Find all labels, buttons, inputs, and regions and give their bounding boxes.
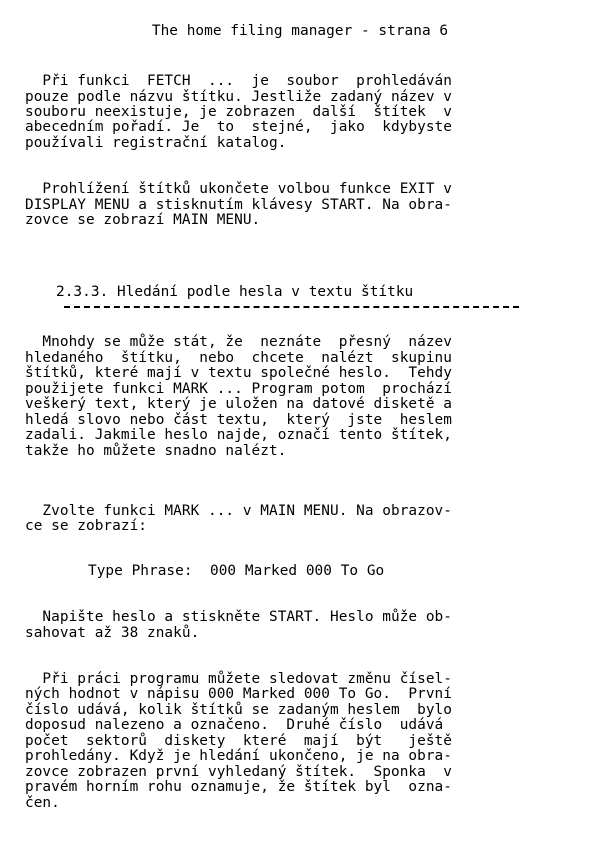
paragraph-2-line-2: DISPLAY MENU a stisknutím klávesy START. Na obra- (25, 197, 452, 213)
paragraph-6-line-3: číslo udává, kolik štítků se zadaným heslem bylo (25, 702, 452, 718)
paragraph-6-line-2: ných hodnot v nápisu 000 Marked 000 To Go. První (25, 686, 452, 702)
paragraph-3-line-2: hledaného štítku, nebo chcete nalézt skupinu (25, 350, 452, 366)
paragraph-1-line-5: používali registrační katalog. (25, 135, 287, 151)
paragraph-3-line-1: Mnohdy se může stát, že neznáte přesný název (25, 334, 452, 350)
paragraph-5-line-2: sahovat až 38 znaků. (25, 625, 200, 641)
paragraph-3-line-8: takže ho můžete snadno nalézt. (25, 443, 287, 459)
paragraph-1-line-3: souboru neexistuje, je zobrazen další štítek v (25, 104, 452, 120)
paragraph-6-line-1: Při práci programu můžete sledovat změnu čísel- (25, 671, 452, 687)
section-heading-underline (64, 306, 519, 308)
paragraph-3-line-6: hledá slovo nebo část textu, který jste heslem (25, 412, 452, 428)
paragraph-3-line-4: použijete funkci MARK ... Program potom prochází (25, 381, 452, 397)
paragraph-6-line-9: čen. (25, 795, 60, 811)
paragraph-3-line-5: veškerý text, který je uložen na datové disketě a (25, 396, 452, 412)
page-title: The home filing manager - strana 6 (151, 23, 449, 39)
paragraph-3-line-3: štítků, které mají v textu společné heslo. Tehdy (25, 365, 452, 381)
paragraph-6-line-7: zovce zobrazen první vyhledaný štítek. Sponka v (25, 764, 452, 780)
paragraph-6-line-8: pravém horním rohu oznamuje, že štítek byl ozna- (25, 779, 452, 795)
paragraph-1-line-4: abecedním pořadí. Je to stejné, jako kdybyste (25, 119, 452, 135)
section-heading: 2.3.3. Hledání podle hesla v textu štítku (56, 284, 414, 300)
paragraph-4-line-1: Zvolte funkci MARK ... v MAIN MENU. Na obrazov- (25, 503, 452, 519)
paragraph-5-line-1: Napište heslo a stiskněte START. Heslo může ob- (25, 609, 452, 625)
paragraph-6-line-5: počet sektorů diskety které mají být ještě (25, 733, 452, 749)
paragraph-1-line-2: pouze podle názvu štítku. Jestliže zadaný název v (25, 89, 452, 105)
screen-prompt: Type Phrase: 000 Marked 000 To Go (88, 563, 385, 579)
paragraph-1-line-1: Při funkci FETCH ... je soubor prohledáván (25, 73, 452, 89)
paragraph-6-line-4: doposud nalezeno a označeno. Druhé číslo udává (25, 717, 444, 733)
paragraph-2-line-3: zovce se zobrazí MAIN MENU. (25, 212, 261, 228)
paragraph-3-line-7: zadali. Jakmile heslo najde, označí tento štítek, (25, 427, 452, 443)
paragraph-6-line-6: prohledány. Když je hledání ukončeno, je na obra- (25, 748, 452, 764)
paragraph-2-line-1: Prohlížení štítků ukončete volbou funkce EXIT v (25, 181, 452, 197)
paragraph-4-line-2: ce se zobrazí: (25, 518, 147, 534)
